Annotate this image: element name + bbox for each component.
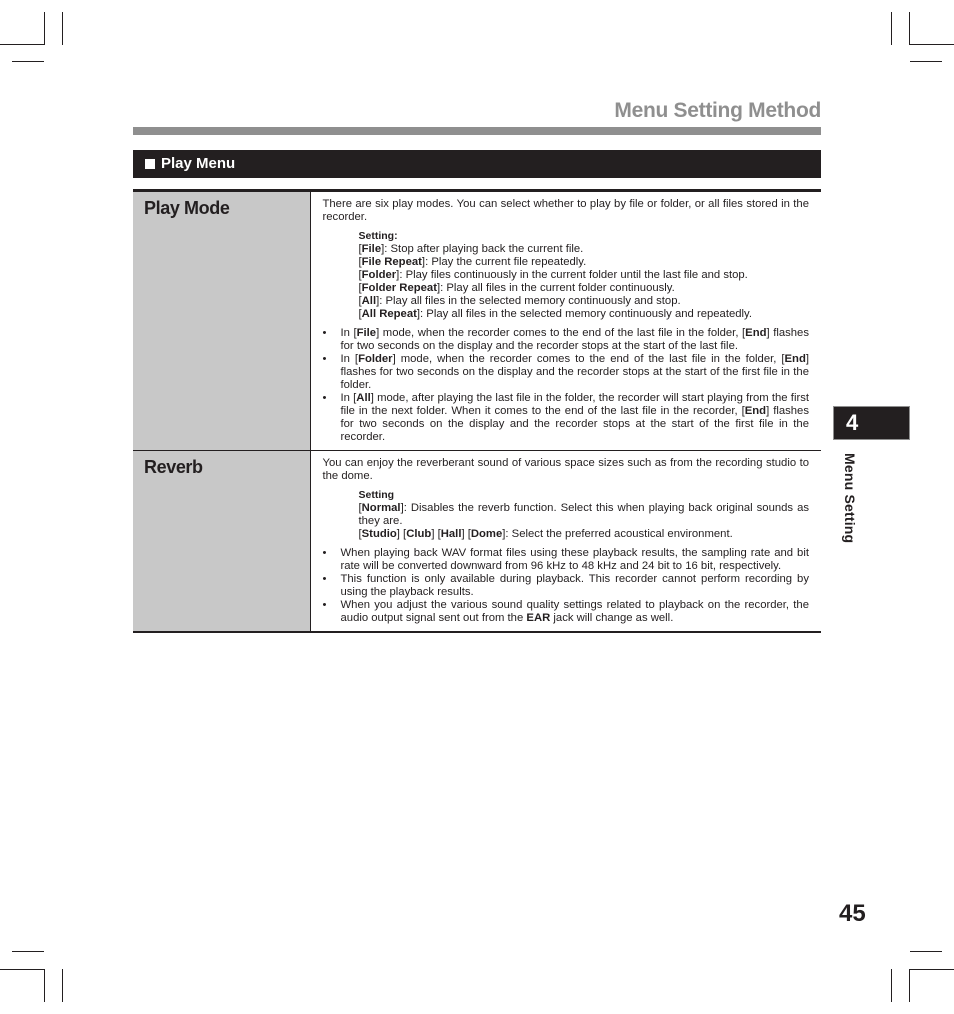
setting-item: [File Repeat]: Play the current file repeatedly.	[358, 256, 587, 268]
list-item: • In [File] mode, when the recorder comes to the end of the last file in the folder, [End] flashes for two seconds on the display and the recorder stops at the start of the last file.	[323, 327, 810, 353]
list-item: • In [Folder] mode, when the recorder comes to the end of the last file in the folder, [End] flashes for two seconds on the display and the recorder stops at the start of the first file in the folder.	[323, 353, 810, 392]
crop-mark	[62, 969, 63, 1002]
crop-mark	[0, 44, 44, 45]
setting-item: [Studio] [Club] [Hall] [Dome]: Select the preferred acoustical environment.	[358, 528, 733, 540]
crop-mark	[44, 12, 45, 45]
crop-mark	[909, 12, 910, 45]
setting-item: [Folder]: Play files continuously in the current folder until the last file and stop.	[358, 269, 748, 281]
row-label: Play Mode	[133, 191, 310, 451]
page-number: 45	[839, 900, 866, 927]
crop-mark	[909, 969, 910, 1002]
crop-mark	[62, 12, 63, 45]
setting-item: [Normal]: Disables the reverb function. Select this when playing back original sounds as they are.	[358, 502, 809, 527]
list-item: • This function is only available during playback. This recorder cannot perform recording by using the playback results.	[323, 573, 810, 599]
crop-mark	[910, 951, 942, 952]
note-list	[323, 547, 810, 625]
row-label: Reverb	[133, 451, 310, 633]
setting-heading: Setting	[358, 489, 395, 501]
crop-mark	[910, 44, 954, 45]
table-row-play-mode	[133, 191, 821, 451]
setting-list	[359, 489, 810, 541]
crop-mark	[12, 61, 44, 62]
crop-mark	[891, 12, 892, 45]
row-description	[310, 451, 821, 633]
chapter-label: Menu Setting	[842, 453, 858, 544]
section-header	[133, 150, 821, 178]
setting-item: [File]: Stop after playing back the current file.	[358, 243, 584, 255]
note-list	[323, 327, 810, 444]
section-title: Play Menu	[161, 155, 236, 172]
intro-text: You can enjoy the reverberant sound of various space sizes such as from the recording studio to the dome.	[322, 457, 809, 482]
crop-mark	[910, 61, 942, 62]
menu-table	[133, 189, 821, 633]
page-title: Menu Setting Method	[614, 99, 821, 122]
setting-item: [Folder Repeat]: Play all files in the current folder continuously.	[358, 282, 675, 294]
table-row-reverb	[133, 451, 821, 633]
crop-mark	[910, 969, 954, 970]
list-item: • When you adjust the various sound quality settings related to playback on the recorder, the audio output signal sent out from the EAR jack will change as well.	[323, 599, 810, 625]
list-item: • In [All] mode, after playing the last file in the folder, the recorder will start playing from the first file in the next folder. When it comes to the end of the last file in the recorder, [End] flashes for two seconds on the display and the recorder stops at the start of the first file in the recorder.	[323, 392, 810, 444]
crop-mark	[12, 951, 44, 952]
setting-list	[359, 230, 810, 321]
crop-mark	[891, 969, 892, 1002]
crop-mark	[44, 969, 45, 1002]
square-bullet-icon	[145, 159, 155, 169]
intro-text: There are six play modes. You can select whether to play by file or folder, or all files stored in the recorder.	[322, 198, 809, 223]
setting-heading: Setting:	[358, 230, 398, 242]
setting-item: [All Repeat]: Play all files in the selected memory continuously and repeatedly.	[358, 308, 752, 320]
row-description	[310, 191, 821, 451]
list-item: • When playing back WAV format files using these playback results, the sampling rate and bit rate will be converted downward from 96 kHz to 48 kHz and 24 bit to 16 bit, respectively.	[323, 547, 810, 573]
chapter-tab: 4	[833, 406, 910, 440]
crop-mark	[0, 969, 44, 970]
setting-item: [All]: Play all files in the selected memory continuously and stop.	[358, 295, 681, 307]
title-rule	[133, 127, 821, 135]
